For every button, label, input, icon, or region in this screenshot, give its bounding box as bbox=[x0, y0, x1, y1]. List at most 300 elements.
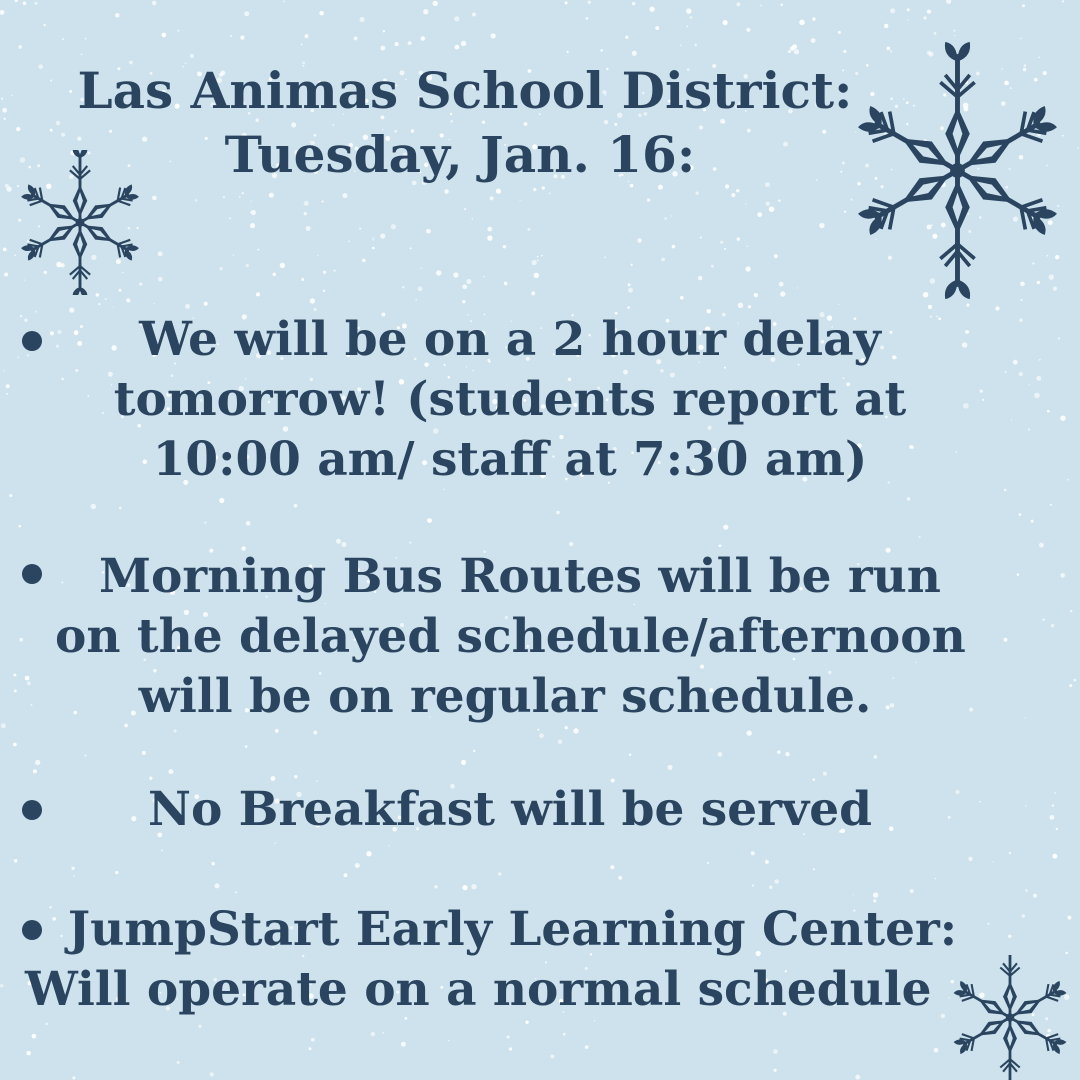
snow-speck bbox=[738, 303, 744, 309]
snow-speck bbox=[690, 16, 693, 19]
snow-speck bbox=[45, 1023, 48, 1026]
snow-speck bbox=[85, 38, 87, 40]
snow-speck bbox=[769, 206, 775, 212]
snow-speck bbox=[436, 270, 441, 275]
snow-speck bbox=[700, 236, 702, 238]
snow-speck bbox=[585, 1045, 588, 1048]
snow-speck bbox=[482, 121, 485, 124]
snow-speck bbox=[448, 1040, 449, 1041]
snow-speck bbox=[472, 218, 474, 220]
snow-speck bbox=[185, 304, 190, 309]
snow-speck bbox=[6, 393, 8, 395]
snow-speck bbox=[25, 676, 30, 681]
snow-speck bbox=[462, 885, 467, 890]
snow-speck bbox=[27, 681, 31, 685]
snow-speck bbox=[258, 249, 260, 251]
snow-speck bbox=[874, 755, 878, 759]
item-line: on the delayed schedule/afternoon bbox=[55, 609, 966, 664]
snow-speck bbox=[751, 851, 755, 855]
snow-speck bbox=[348, 240, 350, 242]
snow-speck bbox=[537, 729, 539, 731]
snow-speck bbox=[372, 247, 375, 250]
bullet-point bbox=[22, 331, 42, 351]
snow-speck bbox=[773, 1069, 776, 1072]
snow-speck bbox=[50, 331, 54, 335]
snow-speck bbox=[707, 862, 709, 864]
snow-speck bbox=[594, 1020, 595, 1021]
bullet-point bbox=[22, 800, 42, 820]
snow-speck bbox=[946, 0, 951, 4]
snow-speck bbox=[812, 17, 816, 21]
snow-speck bbox=[105, 298, 107, 300]
snow-speck bbox=[760, 5, 762, 7]
snow-speck bbox=[20, 315, 23, 318]
snow-speck bbox=[1052, 804, 1055, 807]
snow-speck bbox=[306, 226, 311, 231]
snow-speck bbox=[0, 10, 4, 15]
snow-speck bbox=[1042, 619, 1044, 621]
snow-speck bbox=[1031, 520, 1034, 523]
snow-speck bbox=[780, 291, 785, 296]
snow-speck bbox=[661, 258, 665, 262]
snow-speck bbox=[539, 733, 544, 738]
snow-speck bbox=[198, 1025, 201, 1028]
snow-speck bbox=[274, 842, 275, 843]
snow-speck bbox=[382, 1032, 384, 1034]
snow-speck bbox=[811, 38, 816, 43]
snow-speck bbox=[1004, 489, 1007, 492]
snow-speck bbox=[1070, 610, 1072, 612]
snow-speck bbox=[658, 185, 663, 190]
item-line: 10:00 am/ staff at 7:30 am) bbox=[152, 432, 868, 487]
snow-speck bbox=[723, 525, 728, 530]
snow-speck bbox=[948, 816, 951, 819]
snow-speck bbox=[30, 704, 32, 706]
snow-speck bbox=[649, 7, 654, 12]
snow-speck bbox=[1074, 679, 1077, 682]
snow-speck bbox=[873, 892, 878, 897]
snow-speck bbox=[61, 378, 64, 381]
snow-speck bbox=[161, 33, 166, 38]
snow-speck bbox=[680, 45, 682, 47]
snow-speck bbox=[718, 752, 723, 757]
snow-speck bbox=[1004, 638, 1008, 642]
snow-speck bbox=[190, 54, 194, 58]
snow-speck bbox=[3, 370, 4, 371]
snow-speck bbox=[433, 1, 438, 6]
snow-speck bbox=[434, 885, 437, 888]
snow-speck bbox=[18, 45, 22, 49]
snow-speck bbox=[214, 883, 219, 888]
snow-speck bbox=[280, 263, 285, 268]
snow-speck bbox=[230, 35, 232, 37]
snow-speck bbox=[487, 227, 492, 232]
snow-speck bbox=[637, 238, 641, 242]
snow-speck bbox=[451, 120, 454, 123]
snow-speck bbox=[72, 1076, 75, 1079]
snow-speck bbox=[471, 884, 476, 889]
snow-speck bbox=[647, 198, 650, 201]
snow-speck bbox=[780, 3, 783, 6]
snow-speck bbox=[628, 288, 633, 293]
snow-speck bbox=[23, 2, 26, 5]
snow-speck bbox=[542, 186, 545, 189]
snow-speck bbox=[56, 121, 61, 126]
snow-speck bbox=[0, 984, 3, 988]
snow-speck bbox=[301, 44, 303, 46]
snow-speck bbox=[444, 189, 448, 193]
snow-speck bbox=[600, 49, 602, 51]
snow-speck bbox=[982, 399, 984, 401]
snow-speck bbox=[461, 760, 466, 765]
snow-speck bbox=[301, 278, 304, 281]
snow-speck bbox=[509, 1047, 512, 1050]
snow-speck bbox=[421, 36, 425, 40]
snow-speck bbox=[402, 286, 404, 288]
snow-speck bbox=[14, 690, 17, 693]
snow-speck bbox=[1, 723, 6, 728]
snow-speck bbox=[752, 885, 754, 887]
snow-speck bbox=[698, 276, 702, 280]
snow-speck bbox=[394, 42, 398, 46]
snow-speck bbox=[534, 273, 539, 278]
announcement-item bbox=[20, 900, 960, 1020]
snow-speck bbox=[1065, 952, 1068, 955]
snow-speck bbox=[13, 674, 16, 677]
snow-speck bbox=[483, 276, 484, 277]
snow-speck bbox=[1054, 792, 1056, 794]
snow-speck bbox=[126, 298, 130, 302]
snow-speck bbox=[1060, 415, 1065, 420]
snow-speck bbox=[519, 200, 520, 201]
snow-speck bbox=[1009, 852, 1012, 855]
snow-speck bbox=[711, 265, 714, 268]
snow-speck bbox=[525, 1021, 528, 1024]
snow-speck bbox=[177, 30, 179, 32]
item-line: Will operate on a normal schedule bbox=[25, 962, 932, 1017]
snow-speck bbox=[910, 889, 914, 893]
snow-speck bbox=[250, 211, 252, 213]
snow-speck bbox=[275, 729, 279, 733]
snow-speck bbox=[6, 384, 10, 388]
snow-speck bbox=[322, 200, 324, 202]
snow-speck bbox=[686, 26, 688, 28]
snow-speck bbox=[794, 49, 799, 54]
snow-speck bbox=[310, 298, 315, 303]
snow-speck bbox=[362, 259, 365, 262]
snow-speck bbox=[204, 302, 208, 306]
item-line: No Breakfast will be served bbox=[147, 782, 872, 837]
snow-speck bbox=[604, 257, 606, 259]
snow-speck bbox=[461, 41, 466, 46]
snow-speck bbox=[618, 876, 622, 880]
snow-speck bbox=[1058, 338, 1060, 340]
snow-speck bbox=[1068, 479, 1070, 481]
snow-speck bbox=[1019, 372, 1023, 376]
snow-speck bbox=[823, 772, 827, 776]
snow-speck bbox=[27, 354, 29, 356]
snow-speck bbox=[747, 730, 752, 735]
snow-speck bbox=[380, 233, 385, 238]
snow-speck bbox=[549, 193, 551, 195]
snow-speck bbox=[790, 46, 795, 51]
snow-speck bbox=[415, 299, 417, 301]
snow-speck bbox=[655, 26, 659, 30]
snow-speck bbox=[788, 50, 791, 53]
snow-speck bbox=[630, 184, 634, 188]
snow-speck bbox=[1067, 916, 1071, 920]
snow-speck bbox=[573, 728, 579, 734]
snow-speck bbox=[426, 229, 431, 234]
snow-speck bbox=[1052, 854, 1057, 859]
snow-speck bbox=[309, 1047, 312, 1050]
snow-speck bbox=[1011, 419, 1012, 420]
snow-speck bbox=[680, 296, 684, 300]
snow-speck bbox=[918, 536, 920, 538]
snow-speck bbox=[462, 300, 465, 303]
snow-speck bbox=[747, 246, 749, 248]
snow-speck bbox=[1051, 624, 1055, 628]
snow-speck bbox=[360, 17, 365, 22]
snow-speck bbox=[556, 511, 560, 515]
snow-speck bbox=[745, 266, 750, 271]
snow-speck bbox=[1039, 543, 1044, 548]
snow-speck bbox=[785, 752, 789, 756]
snow-speck bbox=[1034, 393, 1040, 399]
snow-speck bbox=[632, 51, 637, 56]
snow-speck bbox=[33, 769, 37, 773]
snow-speck bbox=[421, 268, 422, 269]
snow-speck bbox=[242, 192, 244, 194]
snow-speck bbox=[963, 403, 969, 409]
snow-speck bbox=[112, 307, 113, 308]
snow-speck bbox=[9, 494, 12, 497]
snow-speck bbox=[748, 305, 751, 308]
snow-speck bbox=[628, 283, 631, 286]
snow-speck bbox=[142, 751, 146, 755]
snow-speck bbox=[694, 44, 697, 47]
snow-speck bbox=[391, 224, 396, 229]
snow-speck bbox=[490, 196, 494, 200]
snow-speck bbox=[672, 245, 676, 249]
snow-speck bbox=[506, 1035, 509, 1038]
item-line: JumpStart Early Learning Center: bbox=[67, 902, 958, 957]
snow-speck bbox=[359, 228, 361, 230]
snow-speck bbox=[311, 1038, 315, 1042]
snow-speck bbox=[736, 2, 740, 6]
snow-speck bbox=[115, 13, 120, 18]
snow-speck bbox=[979, 801, 981, 803]
snow-speck bbox=[454, 16, 459, 21]
snow-speck bbox=[317, 255, 318, 256]
snow-speck bbox=[239, 196, 241, 198]
snow-speck bbox=[372, 237, 373, 238]
snow-speck bbox=[737, 237, 741, 241]
snow-speck bbox=[567, 51, 569, 53]
snow-speck bbox=[774, 254, 778, 258]
snow-speck bbox=[774, 879, 779, 884]
snow-speck bbox=[533, 188, 536, 191]
snow-speck bbox=[498, 872, 502, 876]
snow-speck bbox=[273, 273, 276, 276]
snow-speck bbox=[466, 279, 471, 284]
snow-speck bbox=[491, 33, 496, 38]
snow-speck bbox=[91, 504, 96, 509]
snow-speck bbox=[907, 497, 911, 501]
snow-speck bbox=[256, 292, 260, 296]
snow-speck bbox=[935, 878, 937, 880]
snow-speck bbox=[1033, 894, 1037, 898]
snow-speck bbox=[223, 196, 225, 198]
snow-speck bbox=[664, 217, 667, 220]
snow-speck bbox=[773, 1049, 778, 1054]
snow-speck bbox=[380, 46, 385, 51]
snow-speck bbox=[765, 860, 769, 864]
snow-speck bbox=[313, 731, 317, 735]
snow-speck bbox=[177, 1061, 180, 1064]
title-line-1: Las Animas School District: bbox=[77, 61, 853, 120]
snow-speck bbox=[1069, 684, 1072, 687]
snow-speck bbox=[1028, 428, 1030, 430]
snow-speck bbox=[18, 525, 21, 528]
snow-speck bbox=[211, 862, 214, 865]
snow-speck bbox=[462, 284, 467, 289]
snow-speck bbox=[455, 45, 460, 50]
snow-speck bbox=[587, 1, 591, 5]
item-line: We will be on a 2 hour delay bbox=[139, 312, 881, 367]
announcement-item bbox=[70, 310, 950, 490]
snow-speck bbox=[503, 245, 506, 248]
snow-speck bbox=[319, 11, 324, 16]
snow-speck bbox=[56, 345, 59, 348]
snow-speck bbox=[813, 868, 815, 870]
snow-speck bbox=[73, 875, 75, 877]
snow-speck bbox=[757, 212, 762, 217]
snow-speck bbox=[408, 41, 412, 45]
snow-speck bbox=[969, 707, 973, 711]
snow-speck bbox=[671, 215, 672, 216]
snow-speck bbox=[625, 35, 629, 39]
snow-speck bbox=[527, 228, 530, 231]
snow-speck bbox=[373, 239, 375, 241]
snow-speck bbox=[294, 504, 298, 508]
snow-speck bbox=[1049, 815, 1054, 820]
snow-speck bbox=[724, 248, 726, 250]
snow-speck bbox=[246, 264, 249, 267]
snow-speck bbox=[423, 9, 428, 14]
snow-speck bbox=[472, 13, 476, 17]
snow-speck bbox=[1025, 889, 1028, 892]
snow-speck bbox=[161, 850, 163, 852]
snow-speck bbox=[283, 0, 285, 2]
snow-speck bbox=[723, 121, 726, 124]
snow-speck bbox=[853, 894, 854, 895]
snow-speck bbox=[631, 264, 633, 266]
snow-speck bbox=[453, 272, 458, 277]
snow-speck bbox=[604, 120, 609, 125]
snow-speck bbox=[304, 201, 309, 206]
snow-speck bbox=[1022, 4, 1025, 7]
snow-speck bbox=[366, 851, 371, 856]
snow-speck bbox=[736, 189, 740, 193]
snow-speck bbox=[15, 0, 18, 2]
item-line: tomorrow! (students report at bbox=[113, 372, 907, 427]
snow-speck bbox=[537, 259, 539, 261]
snow-speck bbox=[26, 1051, 31, 1056]
snow-speck bbox=[269, 193, 274, 198]
snow-speck bbox=[769, 885, 773, 889]
snow-speck bbox=[388, 845, 389, 846]
snow-speck bbox=[1039, 359, 1041, 361]
snow-speck bbox=[629, 754, 631, 756]
snow-speck bbox=[627, 306, 630, 309]
snow-speck bbox=[1024, 717, 1025, 718]
snow-speck bbox=[410, 247, 412, 249]
snow-speck bbox=[987, 923, 989, 925]
snow-speck bbox=[427, 518, 432, 523]
snow-speck bbox=[245, 745, 248, 748]
snow-speck bbox=[980, 389, 983, 392]
snow-speck bbox=[610, 865, 614, 869]
snow-speck bbox=[323, 271, 326, 274]
snow-speck bbox=[304, 212, 307, 215]
snow-speck bbox=[409, 541, 411, 543]
snow-speck bbox=[344, 873, 348, 877]
snow-speck bbox=[722, 20, 727, 25]
snow-speck bbox=[745, 203, 746, 204]
snow-speck bbox=[57, 330, 61, 334]
snow-speck bbox=[401, 1042, 406, 1047]
snow-speck bbox=[968, 857, 972, 861]
snow-speck bbox=[244, 11, 249, 16]
snow-speck bbox=[371, 1032, 375, 1036]
snow-speck bbox=[766, 202, 770, 206]
snow-speck bbox=[1004, 371, 1006, 373]
snow-speck bbox=[797, 287, 798, 288]
snow-speck bbox=[1050, 504, 1052, 506]
snow-speck bbox=[1019, 513, 1022, 516]
snow-speck bbox=[233, 254, 234, 255]
snowflake-icon bbox=[940, 955, 1080, 1080]
snow-speck bbox=[696, 192, 699, 195]
snow-speck bbox=[992, 861, 993, 862]
snow-speck bbox=[754, 293, 758, 297]
snow-speck bbox=[342, 193, 347, 198]
snow-speck bbox=[819, 223, 824, 228]
snow-speck bbox=[229, 218, 231, 220]
snow-speck bbox=[956, 790, 960, 794]
snow-speck bbox=[731, 193, 735, 197]
snow-speck bbox=[98, 303, 100, 305]
snow-speck bbox=[235, 891, 237, 893]
snow-speck bbox=[799, 20, 805, 26]
snow-speck bbox=[333, 269, 335, 271]
snow-speck bbox=[246, 521, 251, 526]
snow-speck bbox=[855, 1075, 860, 1080]
snow-speck bbox=[537, 256, 538, 257]
snow-speck bbox=[962, 342, 968, 348]
snow-speck bbox=[35, 311, 37, 313]
snow-speck bbox=[1056, 828, 1058, 830]
snow-speck bbox=[541, 255, 543, 257]
snow-speck bbox=[84, 755, 86, 757]
snow-speck bbox=[13, 743, 17, 747]
snow-speck bbox=[496, 189, 501, 194]
snow-speck bbox=[934, 1048, 939, 1053]
snow-speck bbox=[240, 36, 244, 40]
snow-speck bbox=[219, 498, 224, 503]
snow-speck bbox=[18, 357, 19, 358]
